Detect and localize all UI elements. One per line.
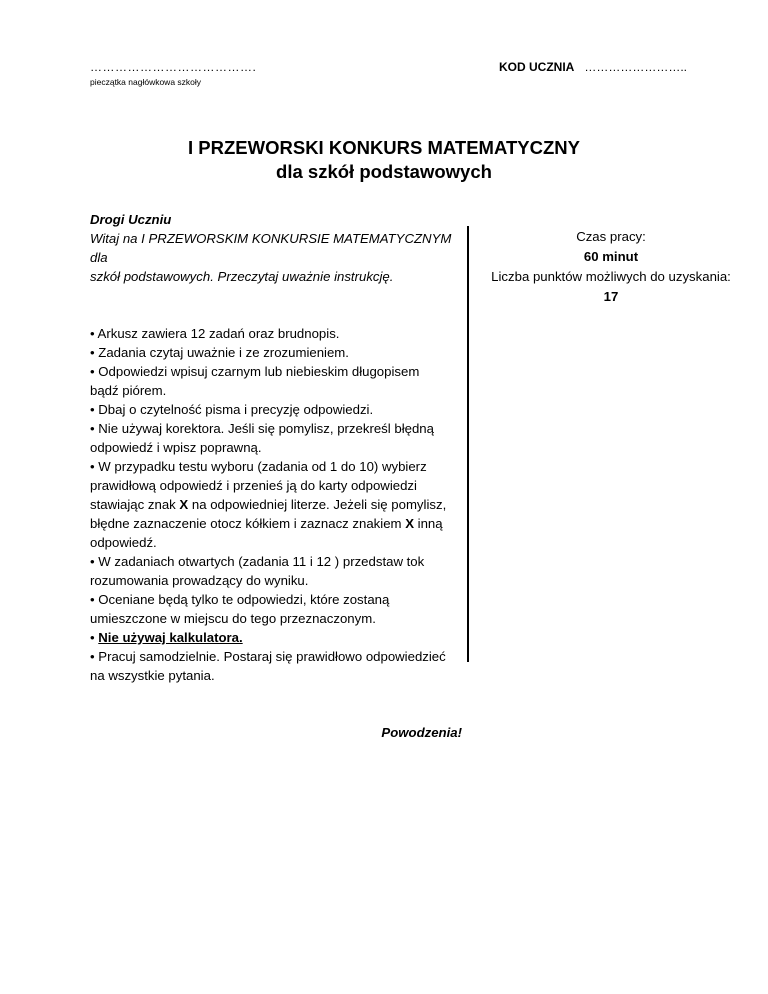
- page-title: [0, 136, 768, 184]
- rule-item: odpowiedź.: [90, 535, 157, 550]
- greeting: Drogi Uczniu: [90, 212, 172, 227]
- rule-item: rozumowania prowadzący do wyniku.: [90, 573, 309, 588]
- rule-item: bądź piórem.: [90, 383, 167, 398]
- column-divider: [467, 226, 469, 662]
- rule-item: błędne zaznaczenie otocz kółkiem i zaznacz znakiem X inną: [90, 516, 443, 531]
- rule-item: prawidłową odpowiedź i przenieś ją do karty odpowiedzi: [90, 478, 417, 493]
- rule-item: • Nie używaj korektora. Jeśli się pomylisz, przekreśl błędną: [90, 421, 434, 436]
- title-line-1: I PRZEWORSKI KONKURS MATEMATYCZNY: [188, 137, 580, 158]
- stamp-dots: ………………………………….: [90, 60, 257, 74]
- rule-item: • Nie używaj kalkulatora.: [90, 630, 243, 645]
- student-code-label: KOD UCZNIA: [499, 60, 575, 74]
- rule-item: • W przypadku testu wyboru (zadania od 1 do 10) wybierz: [90, 459, 427, 474]
- rule-item: • Zadania czytaj uważnie i ze zrozumieniem.: [90, 345, 349, 360]
- rule-item: odpowiedź i wpisz poprawną.: [90, 440, 262, 455]
- rule-item: na wszystkie pytania.: [90, 668, 215, 683]
- stamp-label: pieczątka nagłówkowa szkoły: [90, 77, 202, 87]
- instructions-column: [90, 210, 462, 742]
- rules-list: [90, 324, 462, 685]
- intro-line-2: szkół podstawowych. Przeczytaj uważnie instrukcję.: [90, 269, 394, 284]
- rule-item: umieszczone w miejscu do tego przeznaczonym.: [90, 611, 376, 626]
- time-value: 60 minut: [583, 249, 639, 264]
- time-label: Czas pracy:: [576, 229, 646, 244]
- points-value: 17: [603, 289, 619, 304]
- rule-item: • Odpowiedzi wpisuj czarnym lub niebieskim długopisem: [90, 364, 420, 379]
- exam-info: [485, 227, 737, 307]
- title-line-2: dla szkół podstawowych: [276, 161, 492, 182]
- points-label: Liczba punktów możliwych do uzyskania:: [491, 269, 731, 284]
- rule-item: stawiając znak X na odpowiedniej literze. Jeżeli się pomylisz,: [90, 497, 447, 512]
- rule-item: • W zadaniach otwartych (zadania 11 i 12 ) przedstaw tok: [90, 554, 425, 569]
- rule-item: • Dbaj o czytelność pisma i precyzję odpowiedzi.: [90, 402, 374, 417]
- intro-line-1: Witaj na I PRZEWORSKIM KONKURSIE MATEMATYCZNYM dla: [90, 231, 452, 265]
- student-code-dots: ……………………..: [584, 60, 687, 74]
- rule-item: • Oceniane będą tylko te odpowiedzi, które zostaną: [90, 592, 390, 607]
- closing-text: Powodzenia!: [381, 725, 462, 740]
- rule-item: • Arkusz zawiera 12 zadań oraz brudnopis.: [90, 326, 340, 341]
- student-code: [499, 60, 687, 74]
- rule-item: • Pracuj samodzielnie. Postaraj się prawidłowo odpowiedzieć: [90, 649, 446, 664]
